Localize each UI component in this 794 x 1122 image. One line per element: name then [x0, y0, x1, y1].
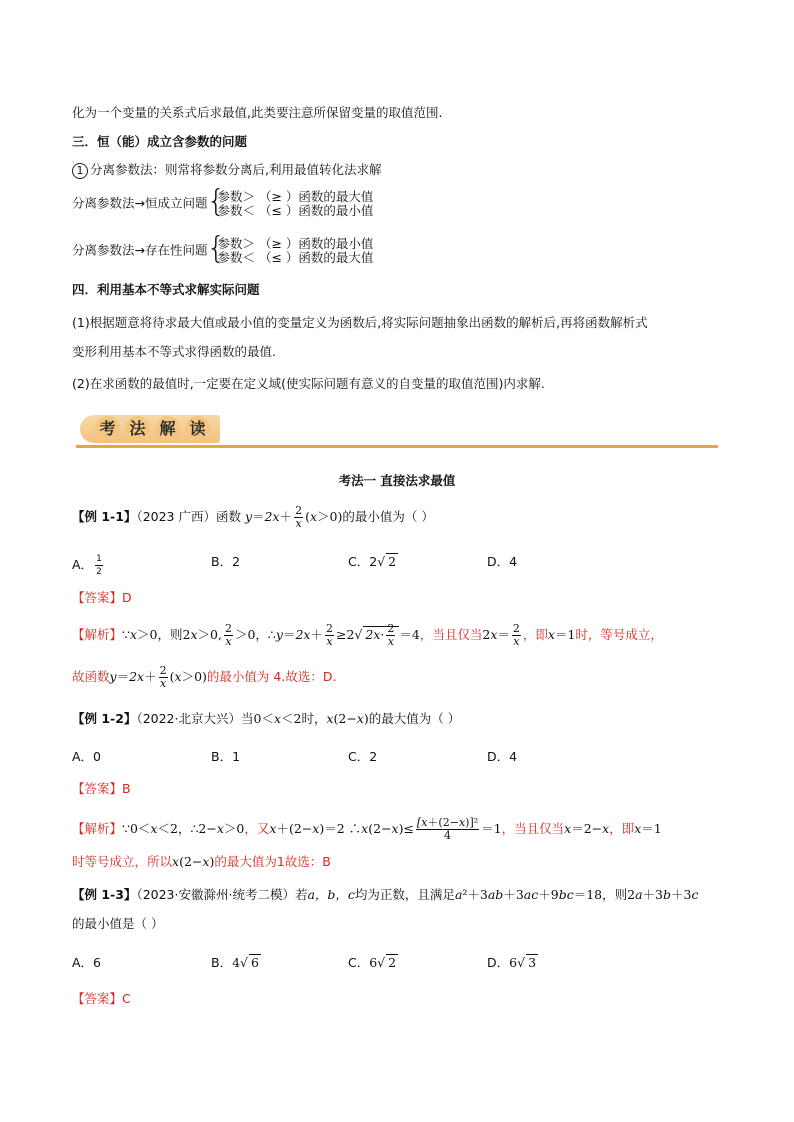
example-source: （2022·北京大兴）当 [136, 711, 254, 726]
math-expr: 2x＝ $\frac{2}{x}$ [482, 622, 520, 648]
answer-line [72, 589, 132, 607]
analysis-text: 时，等号成立， [575, 627, 663, 642]
variables: a，b，c [307, 887, 355, 902]
answer-label: 【答案】 [72, 590, 123, 605]
section4-p1-line1: (1)根据题意将待求最大值或最小值的变量定义为函数后,将实际问题抽象出函数的解析后,再将函数解析式 [72, 315, 648, 330]
rule1-cases [206, 184, 374, 219]
math-expr: ∴2−x＞0 [190, 821, 245, 836]
math-expr: x＝2−x [564, 821, 610, 836]
math-expr: ∵0＜x＜2 [122, 821, 178, 836]
math-expr: ∴y＝2x＋ $\frac{2}{x}$ ≥2√ 2x· $\frac{2}{x}$ ＝4 [267, 622, 420, 648]
analysis-label: 【解析】 [72, 821, 123, 836]
math-expr: ∵x＞0 [122, 627, 158, 642]
math-expr: x(2−x) [326, 711, 369, 726]
example-1-2-question: 【例 1-2】（2022·北京大兴）当0＜x＜2时，x(2−x)的最大值为（ ） [72, 711, 461, 726]
rule1-case-b: 参数＜ （≤ ）函数的最小值 [217, 203, 374, 218]
math-expr: 2x＞0, $\frac{2}{x}$ ＞0 [182, 622, 256, 648]
option-a: A．0 [72, 749, 102, 764]
question-tail: 的最大值为（ ） [368, 711, 461, 726]
rule1-case-a: 参数＞ （≥ ）函数的最大值 [217, 189, 374, 204]
option-b: B．2 [211, 554, 241, 569]
rule2-label: 分离参数法→存在性问题 [72, 242, 208, 258]
rule-existence [72, 231, 374, 266]
answer-value: C [122, 991, 131, 1006]
example-1-3-question: 【例 1-3】（2023·安徽滁州·统考二模）若a，b，c均为正数，且满足a²＋3ab＋3ac＋9bc＝18，则2a＋3b＋3c [72, 887, 699, 902]
rule2-cases [206, 231, 374, 266]
banner-char: 读 [185, 416, 210, 441]
question-tail: 的最小值为（ ） [342, 509, 434, 524]
rule2-case-a: 参数＞ （≥ ）函数的最小值 [217, 236, 374, 251]
example-tag: 【例 1-3】 [72, 887, 137, 902]
option-c: C．2√ 2 [348, 554, 397, 569]
option-a: A．6 [72, 955, 102, 970]
example-tag: 【例 1-1】 [72, 509, 137, 524]
analysis-label: 【解析】 [72, 627, 123, 642]
analysis-line-1: 【解析】∵x＞0，则2x＞0, $\frac{2}{x}$ ＞0，∴y＝2x＋ $\frac{2}{x}$ ≥2√ 2x· $\frac{2}{x}$ ＝4，当且仅当2x＝ $\frac{2}{x}$ ，即x＝1时，等号成立， [72, 622, 663, 648]
section4-p2: (2)在求函数的最值时,一定要在定义域(使实际问题有意义的自变量的取值范围)内求解. [72, 376, 545, 391]
option-d: D．4 [487, 554, 518, 569]
option-b: B．4√ 6 [211, 955, 259, 970]
math-expr: x＋(2−x)＝2 ∴x(2−x)≤ $\frac{\text{[x＋(2−x)]²}}{4}$ ＝1 [269, 816, 502, 842]
example-source: （2023 广西）函数 [136, 509, 241, 524]
math-expr: 0＜x＜2 [253, 711, 302, 726]
circled-number: 1 [72, 163, 88, 179]
answer-value: B [122, 781, 131, 796]
option-c: C．6√ 2 [348, 955, 397, 970]
intro-line: 化为一个变量的关系式后求最值,此类要注意所保留变量的取值范围. [72, 105, 443, 120]
section3-item [72, 161, 381, 179]
math-expr: x＝1 [634, 821, 662, 836]
example-source: （2023·安徽滁州·统考二模）若 [136, 887, 308, 902]
section3-item-text: 分离参数法：则常将参数分离后,利用最值转化法求解 [90, 162, 382, 177]
section4-p1-line2: 变形利用基本不等式求得函数的最值. [72, 344, 276, 359]
answer-line [72, 990, 131, 1008]
math-expr: x＝1 [547, 627, 576, 642]
rule2-case-b: 参数＜ （≤ ）函数的最大值 [217, 250, 374, 265]
option-a: A． $\frac{1}{2}$ [72, 554, 102, 577]
answer-value: D [122, 590, 132, 605]
analysis-line-1: 【解析】∵0＜x＜2，∴2−x＞0，又x＋(2−x)＝2 ∴x(2−x)≤ $\frac{\text{[x＋(2−x)]²}}{4}$ ＝1，当且仅当x＝2−x，即x＝1 [72, 816, 662, 842]
option-d: D．4 [487, 749, 518, 764]
option-b: B．1 [211, 749, 241, 764]
rule1-label: 分离参数法→恒成立问题 [72, 195, 208, 211]
example-tag: 【例 1-2】 [72, 711, 137, 726]
math-expr: y＝2x＋ $\frac{2}{x}$ (x＞0) [244, 504, 343, 530]
option-c: C．2 [348, 749, 378, 764]
banner-char: 法 [125, 416, 150, 441]
example-1-3-question-line2: 的最小值是（ ） [72, 916, 164, 931]
method-title: 考法一 直接法求最值 [338, 473, 456, 488]
answer-label: 【答案】 [72, 781, 123, 796]
section-banner [76, 415, 718, 448]
section3-heading: 三．恒（能）成立含参数的问题 [72, 134, 248, 149]
example-1-1-question [72, 505, 434, 530]
math-expr: y＝2x＋ $\frac{2}{x}$ (x＞0) [109, 664, 207, 690]
rule-always-holds [72, 184, 374, 219]
section4-heading: 四．利用基本不等式求解实际问题 [72, 282, 260, 297]
banner-char: 考 [95, 416, 120, 441]
answer-label: 【答案】 [72, 991, 123, 1006]
analysis-line-2: 时等号成立，所以x(2−x)的最大值为1故选：B [72, 854, 331, 869]
answer-line [72, 780, 131, 798]
left-brace-icon: { [206, 184, 226, 219]
math-expr: a²＋3ab＋3ac＋9bc＝18 [454, 887, 603, 902]
banner-char: 解 [155, 416, 180, 441]
option-d: D．6√ 3 [487, 955, 537, 970]
analysis-line-2: 故函数y＝2x＋ $\frac{2}{x}$ (x＞0)的最小值为 4.故选：D. [72, 664, 337, 690]
math-expr: x(2−x) [172, 854, 215, 869]
left-brace-icon: { [206, 231, 226, 266]
banner-rule [76, 445, 718, 448]
math-expr: 2a＋3b＋3c [627, 887, 699, 902]
banner-tag [80, 415, 220, 443]
analysis-text: ，当且仅当 [419, 627, 483, 642]
